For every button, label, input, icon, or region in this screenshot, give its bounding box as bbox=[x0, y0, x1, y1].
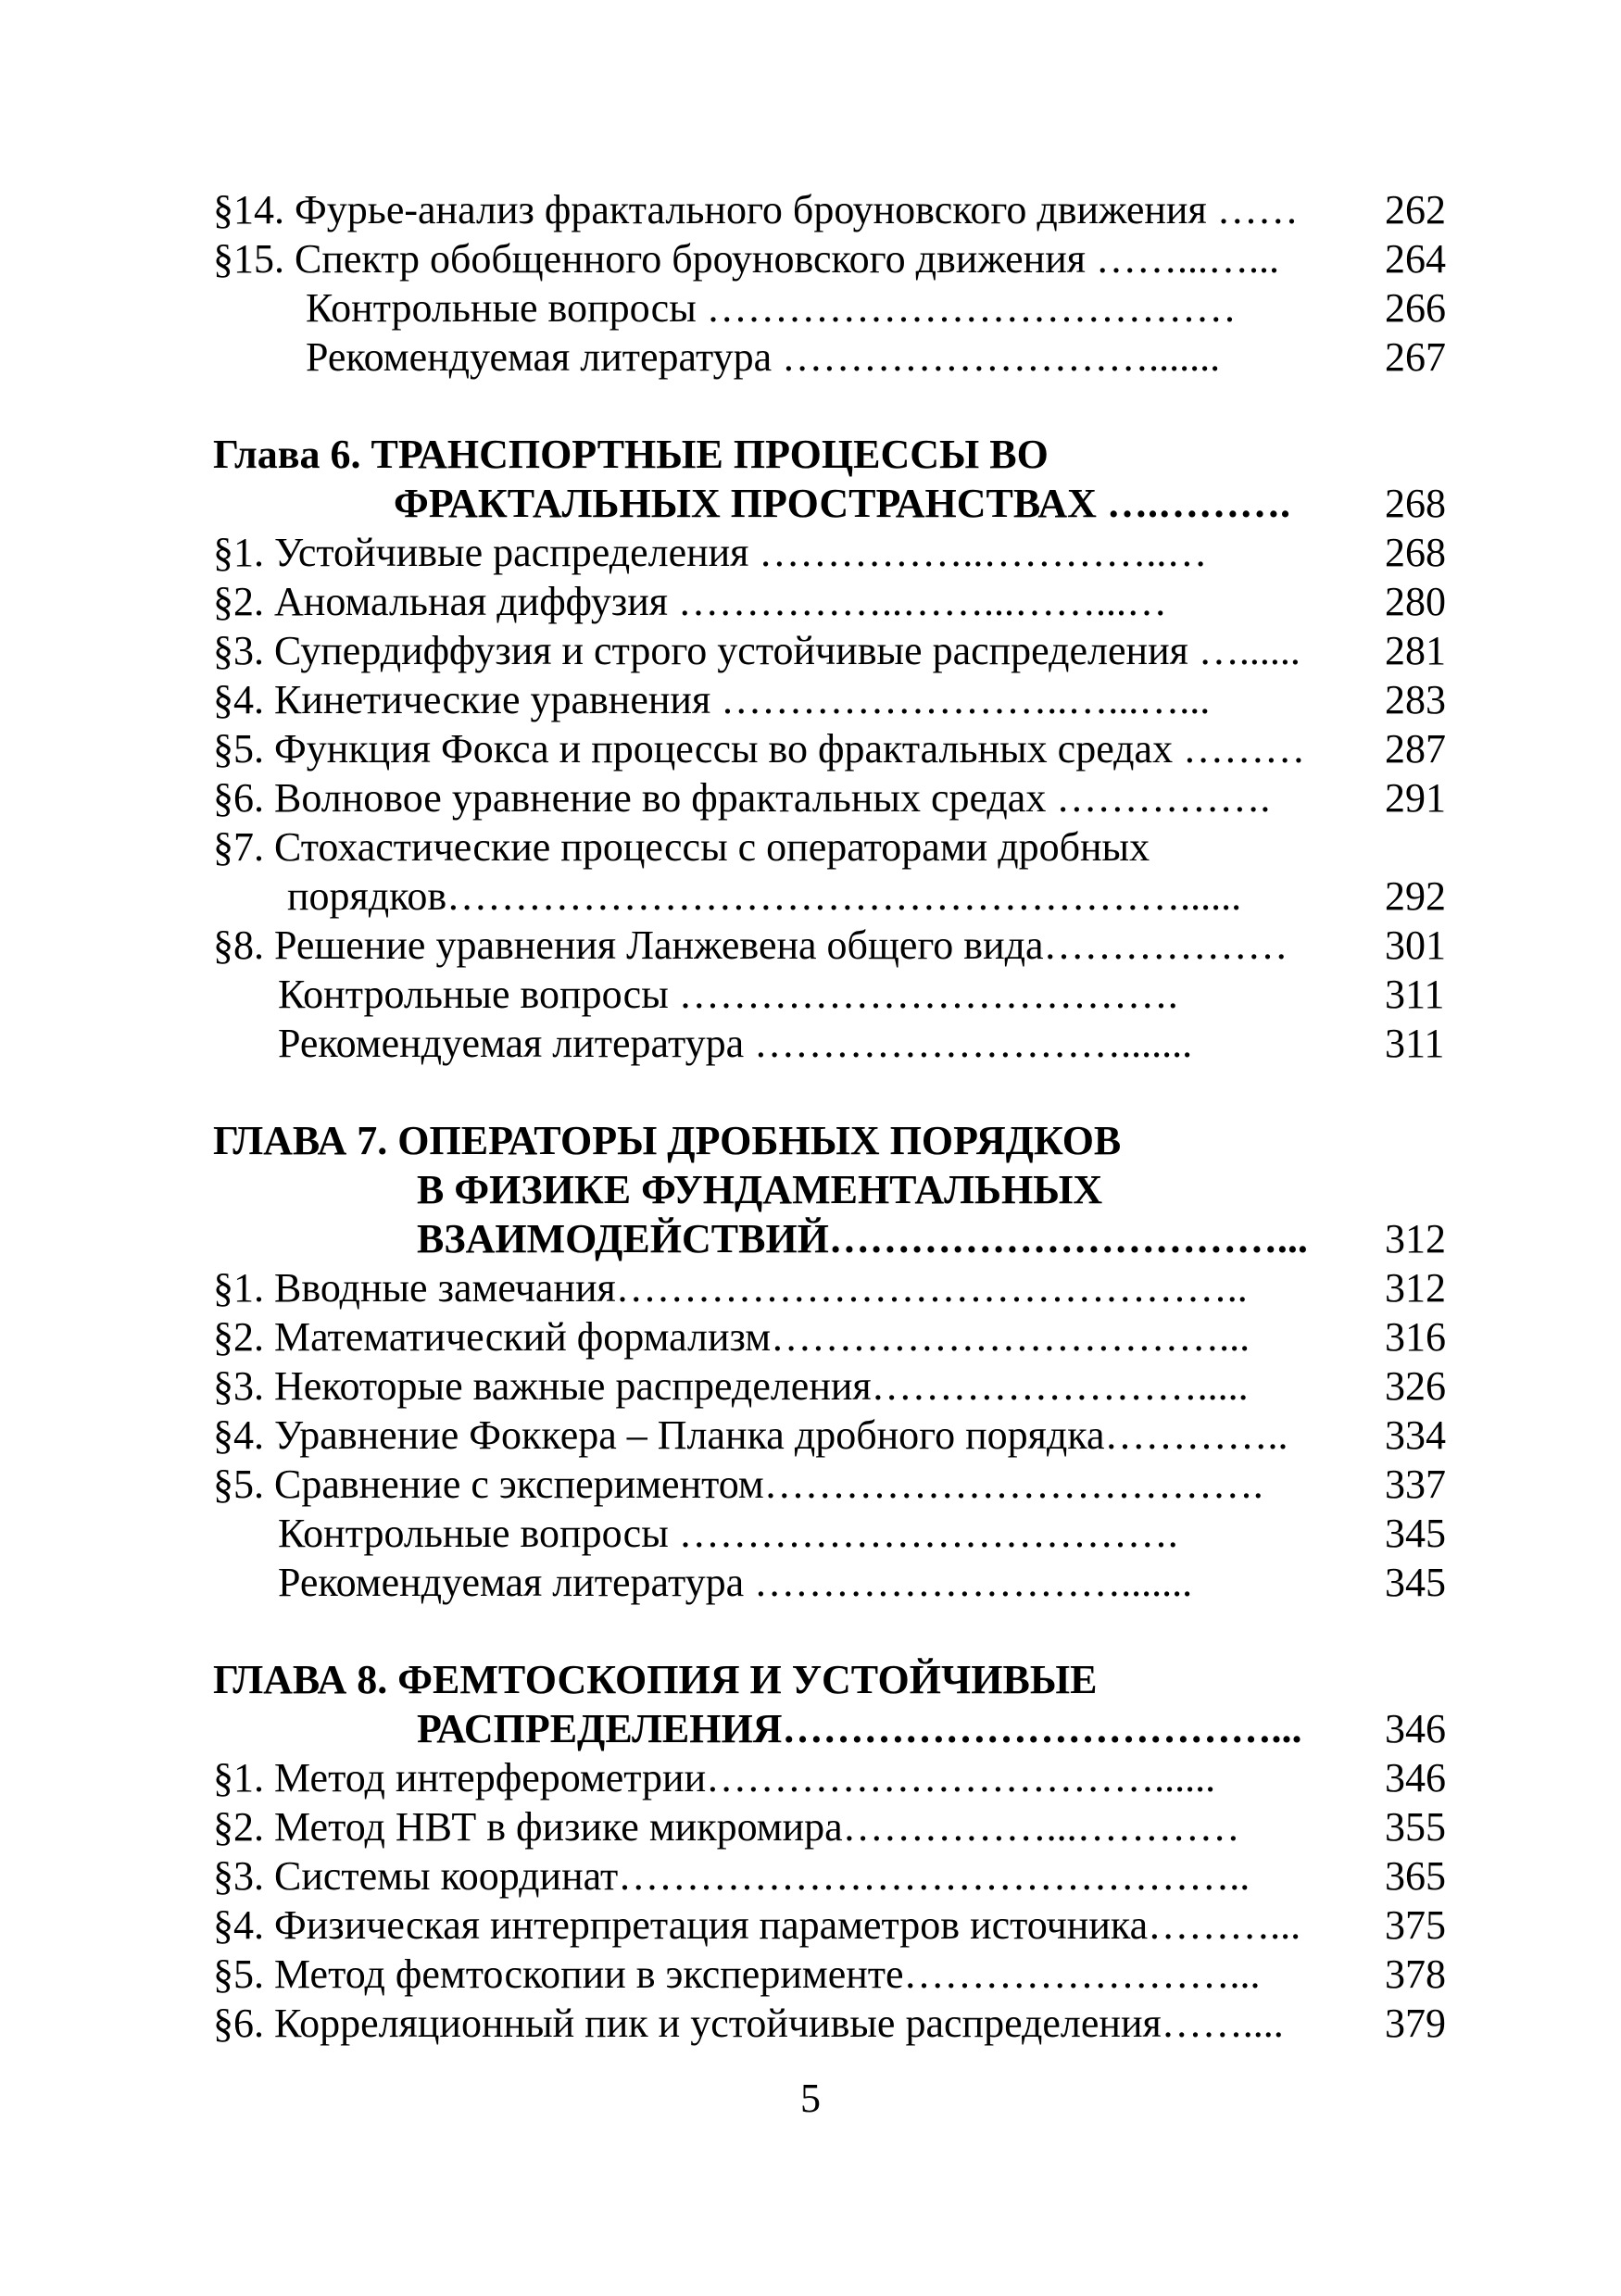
toc-entry-title: §4. Кинетические уравнения ……………………..…...…... bbox=[213, 677, 1211, 722]
toc-entry-page: 334 bbox=[1385, 1412, 1446, 1458]
toc-entry-page: 268 bbox=[1385, 481, 1446, 526]
toc-entry-page: 312 bbox=[1385, 1265, 1446, 1311]
toc-entry-page: 283 bbox=[1385, 677, 1446, 722]
toc-entry-title: Рекомендуемая литература ………………………....... bbox=[306, 334, 1221, 380]
toc-entry-page: 311 bbox=[1385, 1021, 1445, 1066]
toc-entry-title: §1. Метод интерферометрии……………………………...... bbox=[213, 1755, 1216, 1800]
toc-entry-page: 365 bbox=[1385, 1853, 1446, 1899]
chapter-title: ГЛАВА 7. ОПЕРАТОРЫ ДРОБНЫХ ПОРЯДКОВ bbox=[213, 1118, 1122, 1163]
toc-entry bbox=[213, 773, 1464, 822]
toc-entry-page: 281 bbox=[1385, 628, 1446, 673]
toc-entry-title: Контрольные вопросы ………………………………. bbox=[278, 972, 1178, 1017]
chapter-7-heading bbox=[213, 1116, 1464, 1165]
toc-entry-title: §7. Стохастические процессы с операторами дробных bbox=[213, 824, 1150, 870]
toc-entry-title: §1. Вводные замечания……………………………………….. bbox=[213, 1265, 1248, 1311]
toc-entry-page: 316 bbox=[1385, 1314, 1446, 1360]
toc-entry-page: 268 bbox=[1385, 530, 1446, 575]
toc-entry bbox=[213, 1851, 1464, 1901]
toc-entry-title: §3. Некоторые важные распределения……………………..... bbox=[213, 1363, 1249, 1409]
chapter-7-heading-cont bbox=[213, 1165, 1464, 1214]
toc-entry-cont bbox=[213, 872, 1464, 921]
toc-entry-title: §14. Фурье-анализ фрактального броуновского движения …… bbox=[213, 187, 1299, 232]
toc-entry bbox=[213, 1361, 1464, 1411]
page-number: 5 bbox=[800, 2076, 821, 2121]
table-of-contents bbox=[213, 185, 1464, 2048]
toc-entry-page: 262 bbox=[1385, 187, 1446, 232]
toc-entry bbox=[213, 626, 1464, 675]
toc-entry-title: Рекомендуемая литература ………………………....... bbox=[278, 1021, 1193, 1066]
toc-entry bbox=[213, 1950, 1464, 1999]
toc-entry-page: 355 bbox=[1385, 1804, 1446, 1850]
chapter-6-heading bbox=[213, 430, 1464, 479]
toc-entry-page: 345 bbox=[1385, 1560, 1446, 1605]
toc-entry bbox=[213, 1263, 1464, 1312]
toc-entry bbox=[213, 1509, 1464, 1558]
toc-entry bbox=[213, 1460, 1464, 1509]
toc-entry-title: §4. Физическая интерпретация параметров источника………... bbox=[213, 1902, 1301, 1948]
toc-entry-page: 346 bbox=[1385, 1706, 1446, 1751]
chapter-6-heading-cont bbox=[213, 479, 1464, 528]
chapter-7-heading-cont bbox=[213, 1214, 1464, 1263]
toc-entry bbox=[213, 822, 1464, 872]
toc-entry-page: 375 bbox=[1385, 1902, 1446, 1948]
toc-entry-title: §15. Спектр обобщенного броуновского движения ……...…... bbox=[213, 236, 1280, 282]
chapter-title: ВЗАИМОДЕЙСТВИЙ……………………………... bbox=[417, 1216, 1308, 1261]
toc-entry-title: §5. Функция Фокса и процессы во фрактальных средах ……… bbox=[213, 726, 1306, 772]
toc-entry-title: §5. Сравнение с экспериментом………………………………. bbox=[213, 1462, 1263, 1507]
toc-entry bbox=[213, 577, 1464, 626]
toc-entry-page: 292 bbox=[1385, 873, 1446, 919]
toc-entry bbox=[213, 332, 1464, 382]
toc-entry-title: Рекомендуемая литература ………………………....... bbox=[278, 1560, 1193, 1605]
toc-entry-page: 280 bbox=[1385, 579, 1446, 624]
toc-entry-page: 312 bbox=[1385, 1216, 1446, 1261]
chapter-title: ГЛАВА 8. ФЕМТОСКОПИЯ И УСТОЙЧИВЫЕ bbox=[213, 1657, 1098, 1702]
toc-entry bbox=[213, 970, 1464, 1019]
toc-entry-page: 379 bbox=[1385, 2001, 1446, 2046]
toc-entry bbox=[213, 185, 1464, 234]
chapter-title: В ФИЗИКЕ ФУНДАМЕНТАЛЬНЫХ bbox=[417, 1167, 1103, 1212]
toc-entry-title: §2. Математический формализм……………………………... bbox=[213, 1314, 1250, 1360]
toc-entry bbox=[213, 675, 1464, 724]
chapter-title: ФРАКТАЛЬНЫХ ПРОСТРАНСТВАХ ….………. bbox=[394, 481, 1290, 526]
toc-entry-title: §4. Уравнение Фоккера – Планка дробного порядка………….. bbox=[213, 1412, 1288, 1458]
toc-entry-title: §2. Аномальная диффузия ……………..……...……...… bbox=[213, 579, 1168, 624]
toc-entry bbox=[213, 283, 1464, 332]
toc-entry bbox=[213, 1999, 1464, 2048]
toc-entry-page: 264 bbox=[1385, 236, 1446, 282]
toc-entry-page: 301 bbox=[1385, 922, 1446, 968]
toc-entry-page: 291 bbox=[1385, 775, 1446, 821]
toc-entry bbox=[213, 528, 1464, 577]
toc-entry-title: §1. Устойчивые распределения ……………..…………..… bbox=[213, 530, 1208, 575]
chapter-8-heading bbox=[213, 1655, 1464, 1704]
toc-entry bbox=[213, 234, 1464, 283]
toc-entry-page: 267 bbox=[1385, 334, 1446, 380]
chapter-8-heading-cont bbox=[213, 1704, 1464, 1753]
toc-entry-page: 345 bbox=[1385, 1511, 1446, 1556]
toc-entry bbox=[213, 1558, 1464, 1607]
toc-entry-title: §6. Волновое уравнение во фрактальных средах ……………. bbox=[213, 775, 1271, 821]
toc-entry-page: 287 bbox=[1385, 726, 1446, 772]
toc-entry-title: Контрольные вопросы ………………………………… bbox=[306, 285, 1237, 331]
toc-entry-title: Контрольные вопросы ………………………………. bbox=[278, 1511, 1178, 1556]
toc-entry-page: 378 bbox=[1385, 1951, 1446, 1997]
toc-entry bbox=[213, 1901, 1464, 1950]
toc-entry-title: §3. Системы координат……………………………………….. bbox=[213, 1853, 1250, 1899]
toc-entry-title: §6. Корреляционный пик и устойчивые распределения…….... bbox=[213, 2001, 1284, 2046]
toc-entry bbox=[213, 1753, 1464, 1802]
toc-entry bbox=[213, 921, 1464, 970]
toc-entry bbox=[213, 1802, 1464, 1851]
toc-entry-title: §5. Метод фемтоскопии в эксперименте……………………... bbox=[213, 1951, 1261, 1997]
toc-entry-title: §8. Решение уравнения Ланжевена общего вида……………… bbox=[213, 922, 1288, 968]
toc-entry-page: 346 bbox=[1385, 1755, 1446, 1800]
toc-entry-page: 266 bbox=[1385, 285, 1446, 331]
toc-entry-page: 326 bbox=[1385, 1363, 1446, 1409]
toc-entry bbox=[213, 1312, 1464, 1361]
toc-entry bbox=[213, 1019, 1464, 1068]
toc-entry bbox=[213, 724, 1464, 773]
chapter-title: РАСПРЕДЕЛЕНИЯ………………………………... bbox=[417, 1706, 1302, 1751]
toc-entry-title: §2. Метод НВТ в физике микромира……………...………… bbox=[213, 1804, 1240, 1850]
toc-entry-title: §3. Супердиффузия и строго устойчивые распределения …...... bbox=[213, 628, 1301, 673]
toc-entry-page: 311 bbox=[1385, 972, 1445, 1017]
toc-entry-page: 337 bbox=[1385, 1462, 1446, 1507]
toc-entry bbox=[213, 1411, 1464, 1460]
toc-entry-title: порядков………………………………………………...... bbox=[287, 873, 1242, 919]
chapter-title: Глава 6. ТРАНСПОРТНЫЕ ПРОЦЕССЫ ВО bbox=[213, 432, 1049, 477]
